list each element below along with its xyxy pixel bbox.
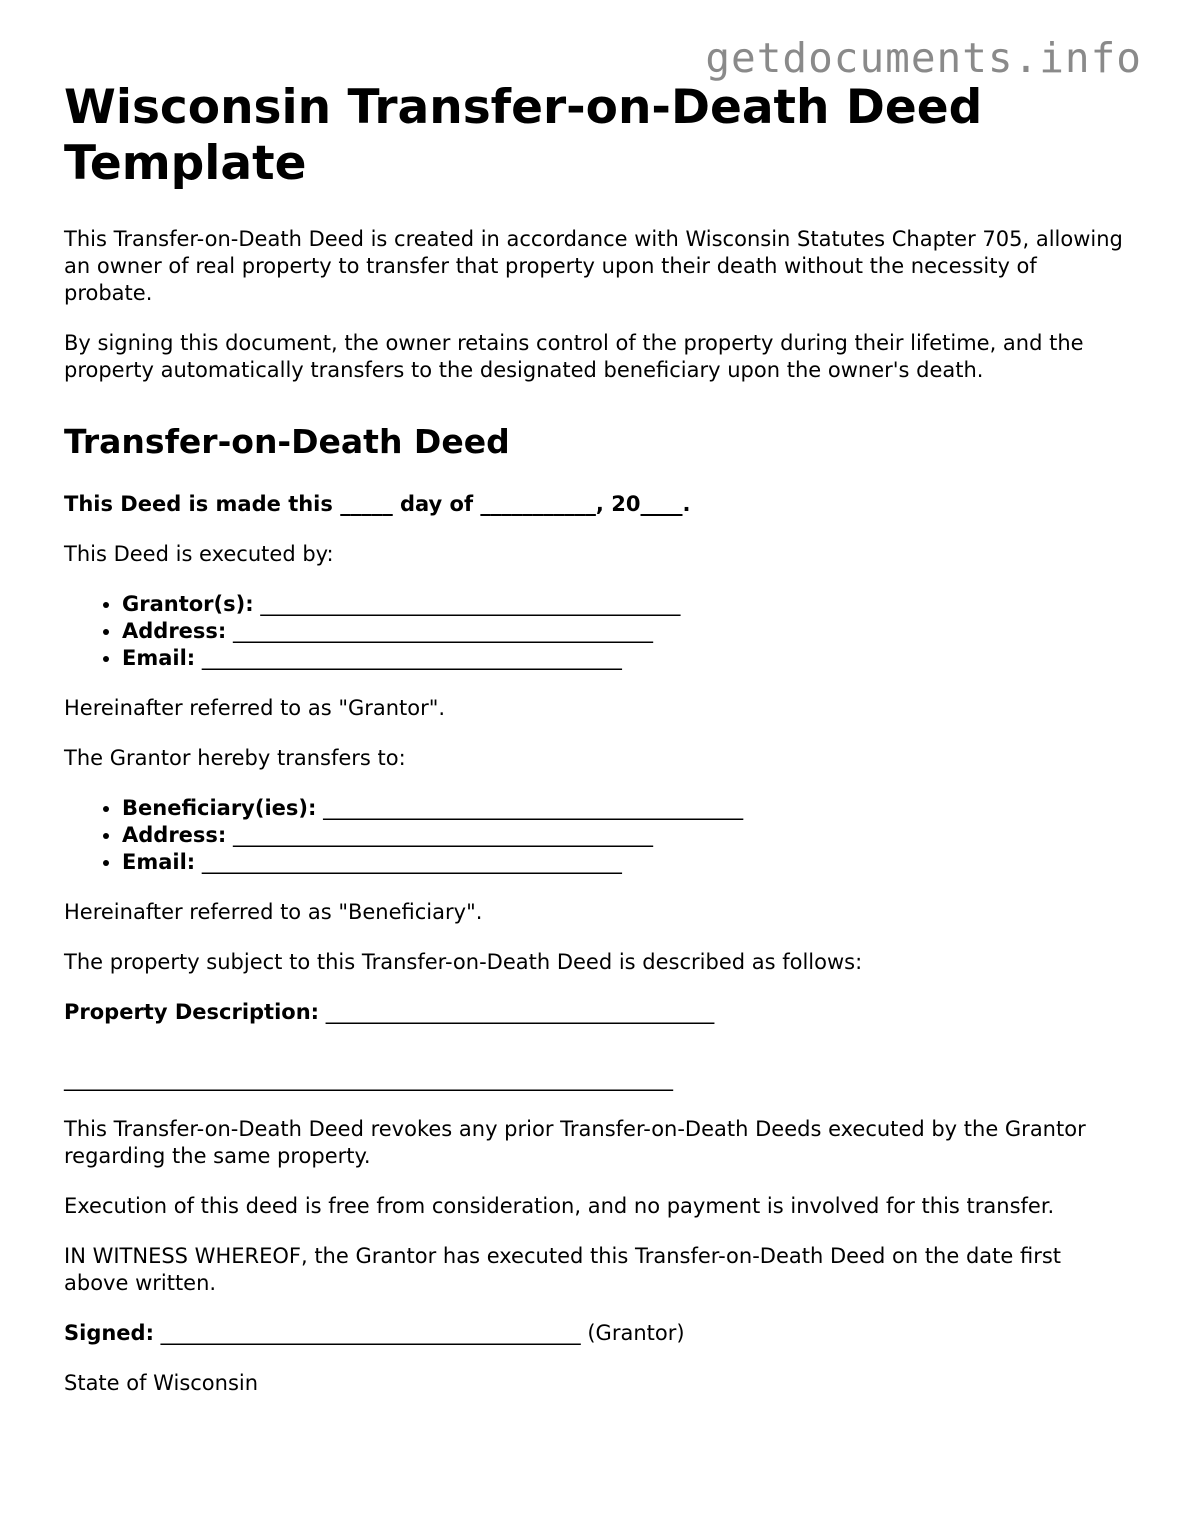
beneficiary-address-field [122,822,1124,849]
grantor-reference: Hereinafter referred to as "Grantor". [64,696,446,720]
section-title: Transfer-on-Death Deed [64,422,510,461]
grantor-email-field [122,645,1124,672]
beneficiary-reference: Hereinafter referred to as "Beneficiary". [64,900,483,924]
intro-paragraph-2: By signing this document, the owner retains control of the property during their lifetime, and the property automatically transfers to the designated beneficiary upon the owner's death. [64,331,1084,382]
signed-blank: ________________________________________ [153,1321,581,1345]
grantor-address-blank: ________________________________________ [226,619,654,643]
intro-paragraph-1: This Transfer-on-Death Deed is created in accordance with Wisconsin Statutes Chapter 705, allowing an owner of real property to transfer that property upon their death without the necessity of probate. [64,227,1123,305]
document-body [64,80,1124,1397]
witness-paragraph: IN WITNESS WHEREOF, the Grantor has executed this Transfer-on-Death Deed on the date first above written. [64,1244,1062,1295]
executed-by-text: This Deed is executed by: [64,542,334,566]
watermark: getdocuments.info [705,34,1142,82]
grantor-name-label: Grantor(s): [122,592,254,616]
beneficiary-name-field [122,795,1124,822]
property-description-blank: _____________________________________ [319,1000,715,1024]
state-line: State of Wisconsin [64,1371,259,1395]
signed-suffix: (Grantor) [580,1321,685,1345]
beneficiary-address-label: Address: [122,823,227,847]
grantor-email-blank: ________________________________________ [195,646,622,670]
date-line: This Deed is made this _____ day of ___________, 20____. [64,492,691,516]
grantor-name-field [122,591,1124,618]
property-intro: The property subject to this Transfer-on-Death Deed is described as follows: [64,950,863,974]
property-description-blank-line: __________________________________________________________ [64,1067,673,1091]
consideration-paragraph: Execution of this deed is free from consideration, and no payment is involved for this transfer. [64,1194,1055,1218]
beneficiary-email-blank: ________________________________________ [195,850,622,874]
revokes-paragraph: This Transfer-on-Death Deed revokes any prior Transfer-on-Death Deeds executed by the Grantor regarding the same property. [64,1117,1086,1168]
grantor-address-field [122,618,1124,645]
beneficiary-email-label: Email: [122,850,196,874]
signature-line [64,1320,1124,1347]
beneficiary-name-label: Beneficiary(ies): [122,796,317,820]
grantor-field-list [64,591,1124,672]
beneficiary-email-field [122,849,1124,876]
grantor-name-blank: ________________________________________ [253,592,681,616]
beneficiary-address-blank: ________________________________________ [226,823,654,847]
grantor-address-label: Address: [122,619,227,643]
beneficiary-field-list [64,795,1124,876]
property-description-field [64,999,1124,1026]
signed-label: Signed: [64,1321,154,1345]
beneficiary-name-blank: ________________________________________ [316,796,744,820]
property-description-label: Property Description: [64,1000,320,1024]
transfers-to-text: The Grantor hereby transfers to: [64,746,406,770]
document-title: Wisconsin Transfer-on-Death Deed Template [64,80,983,191]
grantor-email-label: Email: [122,646,196,670]
